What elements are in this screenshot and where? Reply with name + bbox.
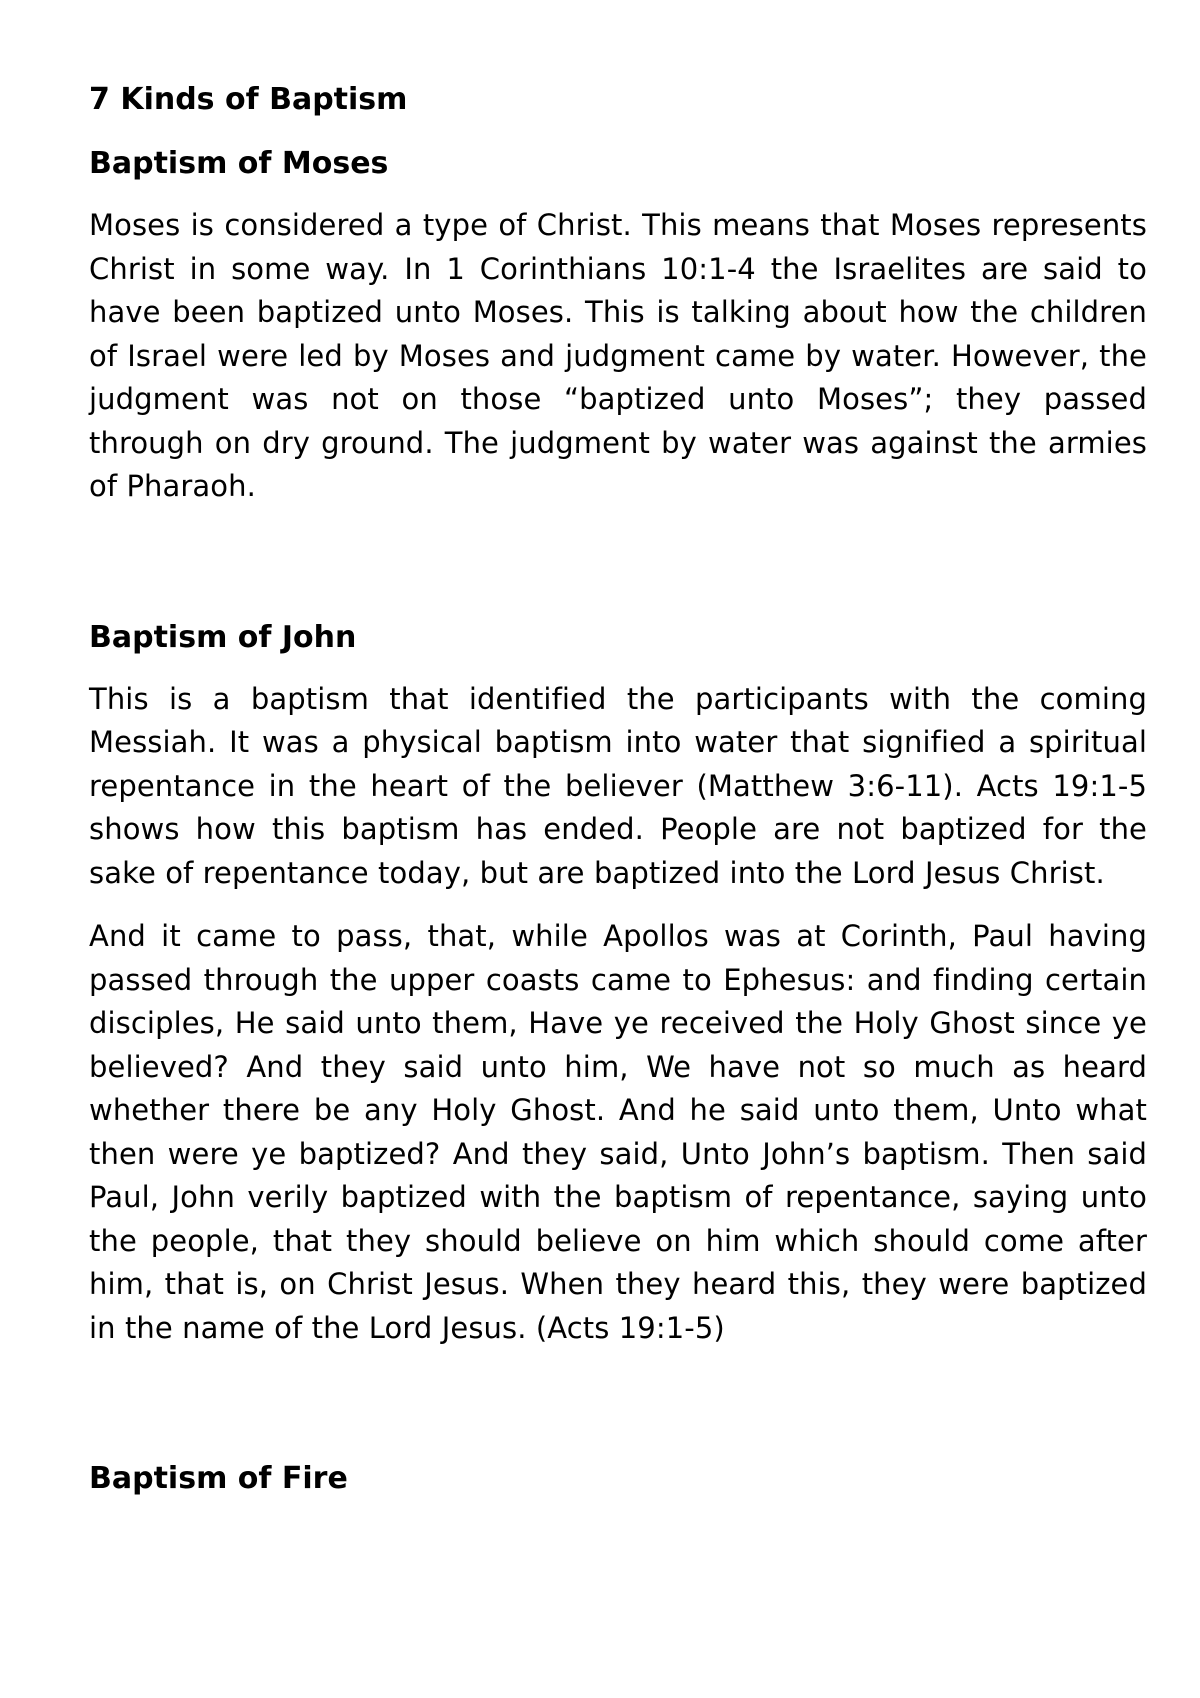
section-baptism-of-john [89, 616, 1147, 1351]
section-baptism-of-fire [89, 1457, 1147, 1501]
section-heading: Baptism of John [89, 619, 357, 655]
section-baptism-of-moses [89, 142, 1147, 509]
section-heading: Baptism of Fire [89, 1461, 348, 1496]
blank-space [89, 1370, 1147, 1457]
section-paragraph: Moses is considered a type of Christ. This means that Moses represents Christ in some way. In 1 Corinthians 10:1-4 the Israelites are said to have been baptized unto Moses. This is talking about how the children of Israel were led by Moses and judgment came by water. However, the judgment was not on those “baptized unto Moses”; they passed through on dry ground. The judgment by water was against the armies of Pharaoh. [89, 208, 1147, 503]
blank-space [89, 529, 1147, 616]
document-content [89, 78, 1147, 1501]
document-title: 7 Kinds of Baptism [89, 82, 408, 117]
section-paragraph: This is a baptism that identified the participants with the coming Messiah. It was a physical baptism into water that signified a spiritual repentance in the heart of the believer (Matthew 3:6-11). Acts 19:1-5 shows how this baptism has ended. People are not baptized for the sake of repentance today, but are baptized into the Lord Jesus Christ. [89, 681, 1147, 890]
section-heading: Baptism of Moses [89, 146, 389, 181]
scripture-quote-paragraph: And it came to pass, that, while Apollos was at Corinth, Paul having passed through the upper coasts came to Ephesus: and finding certain disciples, He said unto them, Have ye received the Holy Ghost since ye believed? And they said unto him, We have not so much as heard whether there be any Holy Ghost. And he said unto them, Unto what then were ye baptized? And they said, Unto John’s baptism. Then said Paul, John verily baptized with the baptism of repentance, saying unto the people, that they should believe on him which should come after him, that is, on Christ Jesus. When they heard this, they were baptized in the name of the Lord Jesus. (Acts 19:1-5) [89, 919, 1147, 1345]
